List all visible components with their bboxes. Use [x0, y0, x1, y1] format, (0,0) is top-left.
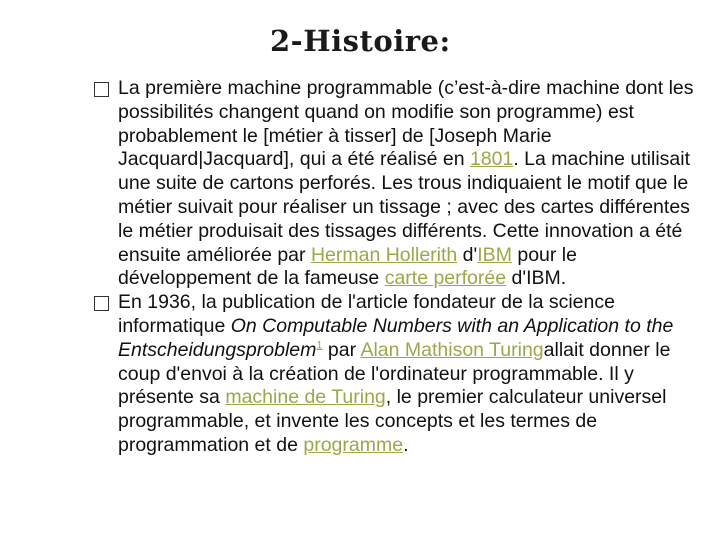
bullet-item-jacquard	[94, 77, 694, 291]
paragraph-text: par	[322, 338, 361, 361]
paragraph-text: . La machine utilisait une suite de cartons perforés. Les trous indiquaient le motif que le métier suivait pour réaliser un tissage ; avec des cartes différentes le métier produisait des tissages différents. Cette innovation a été ensuite améliorée par	[118, 148, 691, 266]
link-herman-hollerith[interactable]: Herman Hollerith	[310, 243, 458, 266]
paragraph-text: d'	[457, 243, 478, 266]
link-carte-perforee[interactable]: carte perforée	[384, 267, 507, 290]
paragraph-text: allait donner le coup d'envoi à la création de l'ordinateur programmable. Il y présente sa	[118, 338, 671, 409]
paragraph-text: pour le développement de la fameuse	[118, 243, 577, 290]
bullet-item-turing	[94, 291, 694, 458]
article-title: On Computable Numbers with an Application to the Entscheidungsproblem	[118, 314, 674, 361]
checkbox-bullet-icon	[94, 82, 109, 97]
checkbox-bullet-icon	[94, 296, 109, 311]
link-alan-turing[interactable]: Alan Mathison Turing	[360, 338, 544, 361]
paragraph-text: En 1936, la publication de l'article fondateur de la science informatique	[118, 291, 615, 337]
footnote-link[interactable]: 1	[316, 339, 323, 352]
paragraph-text: .	[403, 433, 409, 456]
paragraph-text: d'IBM.	[506, 267, 567, 290]
content-area	[94, 77, 694, 458]
link-ibm[interactable]: IBM	[477, 243, 512, 266]
paragraph-text: , le premier calculateur universel programmable, et invente les concepts et les termes de programmation et de	[118, 386, 667, 456]
link-machine-de-turing[interactable]: machine de Turing	[225, 386, 386, 409]
page-title: 2-Histoire:	[270, 24, 451, 58]
link-1801[interactable]: 1801	[469, 148, 514, 171]
paragraph-text: La première machine programmable (c’est-à-dire machine dont les possibilités changent quand on modifie son programme) est probablement le [métier à tisser] de [Joseph Marie Jacquard|Jacquard], qui a été réalisé en	[118, 77, 694, 171]
link-programme[interactable]: programme	[303, 433, 404, 456]
